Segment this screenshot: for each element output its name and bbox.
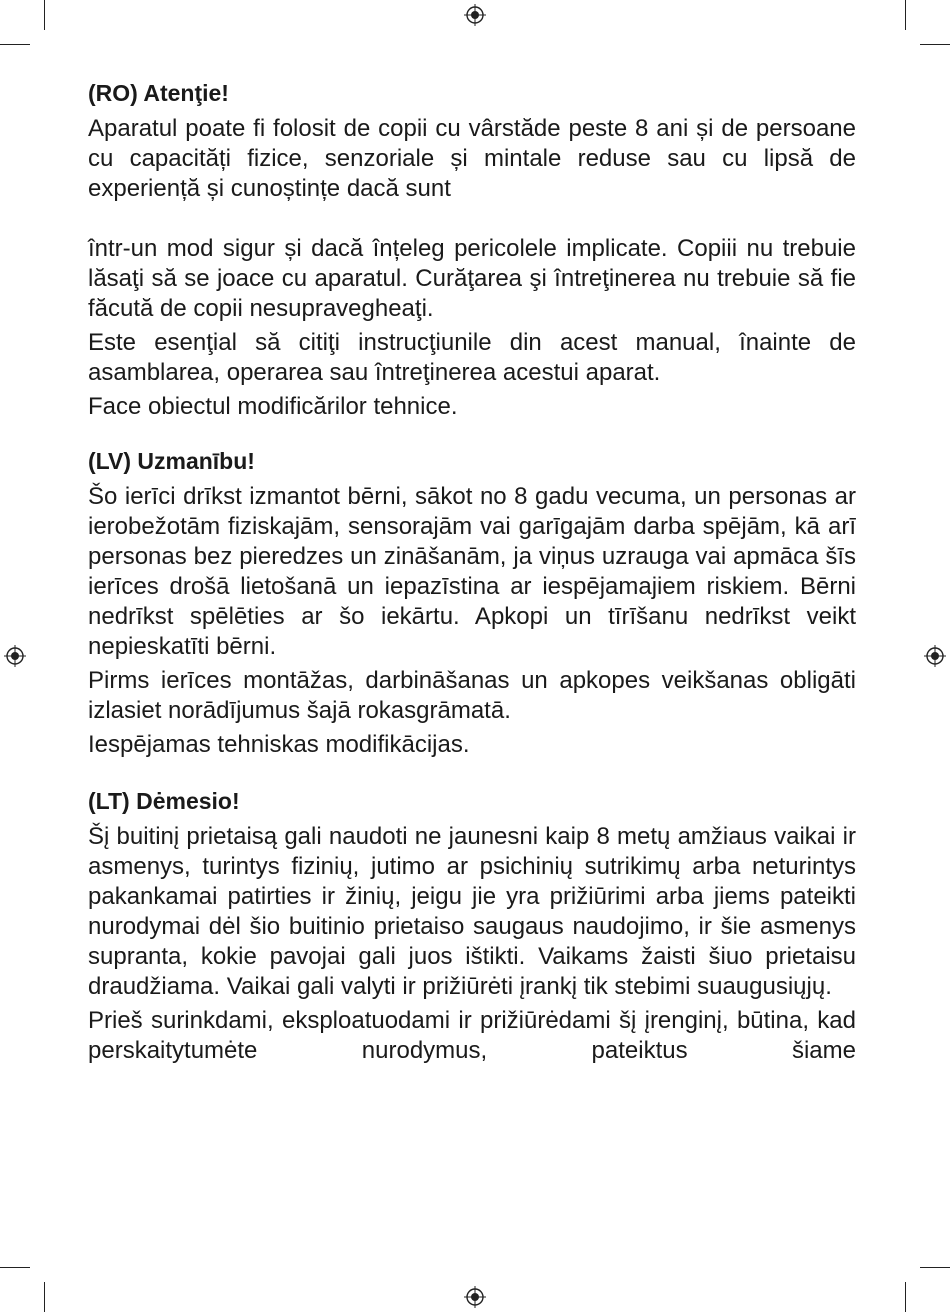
- paragraph-lv-3: Iespējamas tehniskas modifikācijas.: [88, 731, 470, 758]
- crop-mark-bottom-right-h: [920, 1267, 950, 1268]
- paragraph-ro-4: Face obiectul modificărilor tehnice.: [88, 393, 458, 420]
- crop-mark-top-left-v: [44, 0, 45, 30]
- registration-mark-icon: [924, 645, 946, 667]
- registration-mark-icon: [464, 1286, 486, 1308]
- crop-mark-bottom-left-v: [44, 1282, 45, 1312]
- paragraph-ro-2: într-un mod sigur și dacă înțeleg pericolele implicate. Copiii nu trebuie lăsaţi să se joace cu aparatul. Curăţarea şi întreţinerea nu trebuie să fie făcută de copii nesupravegheaţi.: [88, 235, 856, 322]
- paragraph-lt-2: Prieš surinkdami, eksploatuodami ir prižiūrėdami šį įrenginį, būtina, kad perskaitytumėte nurodymus, pateiktus šiame: [88, 1007, 856, 1064]
- section-title-lt: (LT) Dėmesio!: [88, 788, 240, 814]
- paragraph-lv-1: Šo ierīci drīkst izmantot bērni, sākot no 8 gadu vecuma, un personas ar ierobežotām fiziskajām, sensorajām vai garīgajām darba spējām, kā arī personas bez pieredzes un zināšanām, ja viņus uzrauga vai apmāca šīs ierīces drošā lietošanā un iepazīstina ar iespējamajiem riskiem. Bērni nedrīkst spēlēties ar šo iekārtu. Apkopi un tīrīšanu nedrīkst veikt nepieskatīti bērni.: [88, 483, 856, 660]
- section-lt: [88, 786, 856, 1066]
- crop-mark-top-right-h: [920, 44, 950, 45]
- section-lv: [88, 446, 856, 760]
- crop-mark-bottom-left-h: [0, 1267, 30, 1268]
- crop-mark-top-right-v: [905, 0, 906, 30]
- section-title-ro: (RO) Atenţie!: [88, 80, 229, 106]
- registration-mark-icon: [464, 4, 486, 26]
- registration-mark-icon: [4, 645, 26, 667]
- paragraph-lt-1: Šį buitinį prietaisą gali naudoti ne jaunesni kaip 8 metų amžiaus vaikai ir asmenys, turintys fizinių, jutimo ar psichinių sutrikimų arba neturintys pakankamai patirties ir žinių, jeigu jie yra prižiūrimi arba jiems pateikti nurodymai dėl šio buitinio prietaiso saugaus naudojimo, ir šie asmenys supranta, kokie pavojai gali juos ištikti. Vaikams žaisti šiuo prietaisu draudžiama. Vaikai gali valyti ir prižiūrėti įrankį tik stebimi suaugusiųjų.: [88, 823, 856, 1000]
- paragraph-ro-1: Aparatul poate fi folosit de copii cu vârstăde peste 8 ani și de persoane cu capacități fizice, senzoriale și mintale reduse sau cu lipsă de experiență și cunoștințe dacă sunt: [88, 115, 856, 202]
- crop-mark-bottom-right-v: [905, 1282, 906, 1312]
- paragraph-ro-3: Este esenţial să citiţi instrucţiunile din acest manual, înainte de asamblarea, operarea sau întreţinerea acestui aparat.: [88, 329, 856, 386]
- page-content: [88, 78, 856, 1092]
- section-title-lv: (LV) Uzmanību!: [88, 448, 255, 474]
- blank-line: [88, 204, 856, 234]
- crop-mark-top-left-h: [0, 44, 30, 45]
- section-ro: [88, 78, 856, 422]
- paragraph-lv-2: Pirms ierīces montāžas, darbināšanas un apkopes veikšanas obligāti izlasiet norādījumus šajā rokasgrāmatā.: [88, 667, 856, 724]
